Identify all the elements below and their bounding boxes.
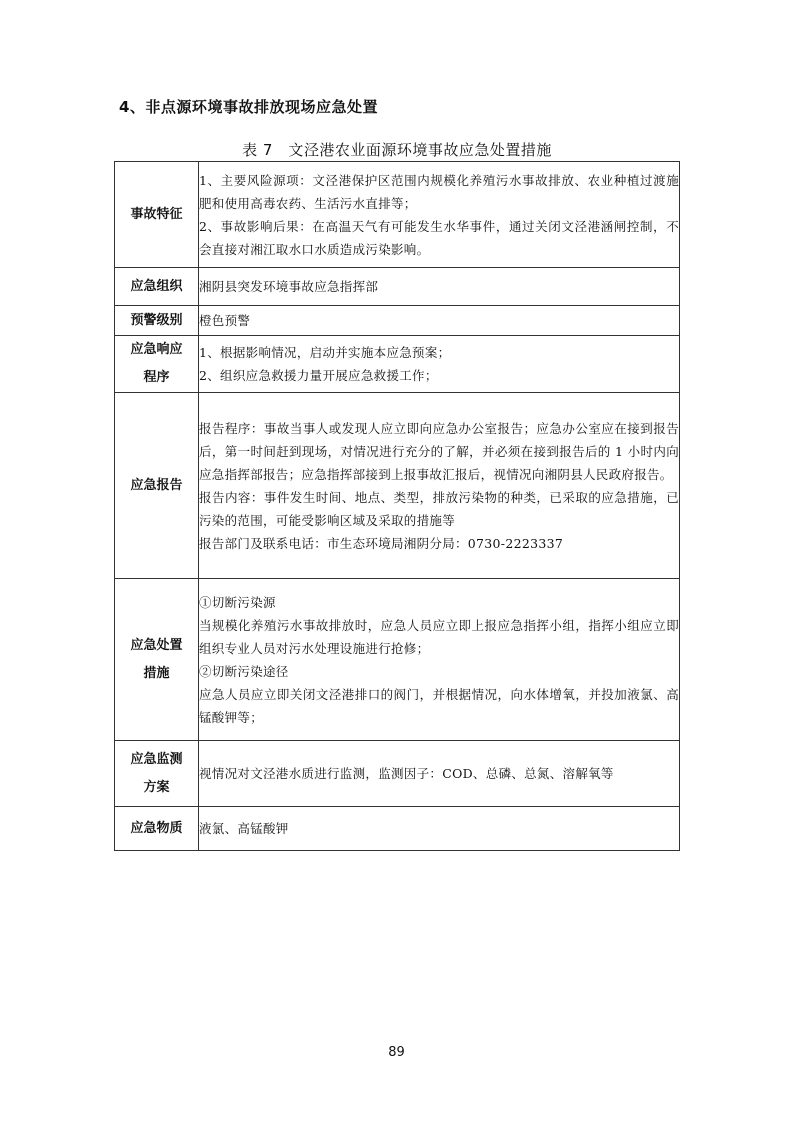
content-line: 报告程序：事故当事人或发现人应立即向应急办公室报告；应急办公室应在接到报告后，第一时间赶到现场，对情况进行充分的了解，并必须在接到报告后的 1 小时内向应急指挥部报告；应急指挥部接到上报事故汇报后，视情况向湘阴县人民政府报告。 — [199, 420, 679, 482]
row-content — [199, 741, 680, 807]
table-caption: 表 7 文泾港农业面源环境事故应急处置措施 — [242, 141, 552, 159]
row-content — [199, 306, 680, 336]
content-line: 湘阴县突发环境事故应急指挥部 — [199, 279, 379, 294]
content-line: 1、主要风险源项：文泾港保护区范围内规模化养殖污水事故排放、农业种植过渡施肥和使用高毒农药、生活污水直排等； — [199, 172, 679, 211]
row-label: 应急组织 — [115, 268, 199, 306]
table-row — [115, 336, 680, 393]
row-label: 预警级别 — [115, 306, 199, 336]
content-line: ②切断污染途径 — [199, 663, 289, 679]
content-line: 当规模化养殖污水事故排放时，应急人员应立即上报应急指挥小组，指挥小组应立即组织专业人员对污水处理设施进行抢修； — [199, 617, 679, 656]
table-row — [115, 393, 680, 579]
content-line: 报告内容：事件发生时间、地点、类型，排放污染物的种类，已采取的应急措施，已污染的范围，可能受影响区域及采取的措施等 — [199, 489, 679, 528]
row-label: 应急报告 — [115, 393, 199, 579]
content-line: 2、组织应急救援力量开展应急救援工作； — [199, 368, 438, 383]
row-label: 应急响应程序 — [115, 336, 199, 393]
content-line: ①切断污染源 — [199, 594, 276, 610]
row-content — [199, 393, 680, 579]
content-line: 1、根据影响情况，启动并实施本应急预案； — [199, 345, 451, 360]
page-number: 89 — [388, 1045, 405, 1060]
content-line: 视情况对文泾港水质进行监测，监测因子：COD、总磷、总氮、溶解氧等 — [199, 766, 614, 781]
row-content — [199, 807, 680, 851]
row-label: 事故特征 — [115, 162, 199, 268]
row-content — [199, 162, 680, 268]
content-line: 液氯、高锰酸钾 — [199, 821, 289, 836]
table-row — [115, 306, 680, 336]
content-line: 报告部门及联系电话：市生态环境局湘阴分局：0730-2223337 — [199, 535, 564, 551]
table-row — [115, 268, 680, 306]
row-label: 应急监测方案 — [115, 741, 199, 807]
content-line: 橙色预警 — [199, 313, 251, 328]
row-content — [199, 336, 680, 393]
table-row — [115, 579, 680, 741]
emergency-measures-table — [114, 161, 680, 851]
content-line: 2、事故影响后果：在高温天气有可能发生水华事件，通过关闭文泾港涵闸控制，不会直接对湘江取水口水质造成污染影响。 — [199, 218, 679, 257]
content-line: 应急人员应立即关闭文泾港排口的阀门，并根据情况，向水体增氧，并投加液氯、高锰酸钾等； — [199, 686, 679, 725]
section-heading: 4、非点源环境事故排放现场应急处置 — [119, 98, 378, 116]
table-row — [115, 807, 680, 851]
table-row — [115, 741, 680, 807]
row-label: 应急物质 — [115, 807, 199, 851]
row-content — [199, 579, 680, 741]
table-row — [115, 162, 680, 268]
row-content — [199, 268, 680, 306]
row-label: 应急处置措施 — [115, 579, 199, 741]
